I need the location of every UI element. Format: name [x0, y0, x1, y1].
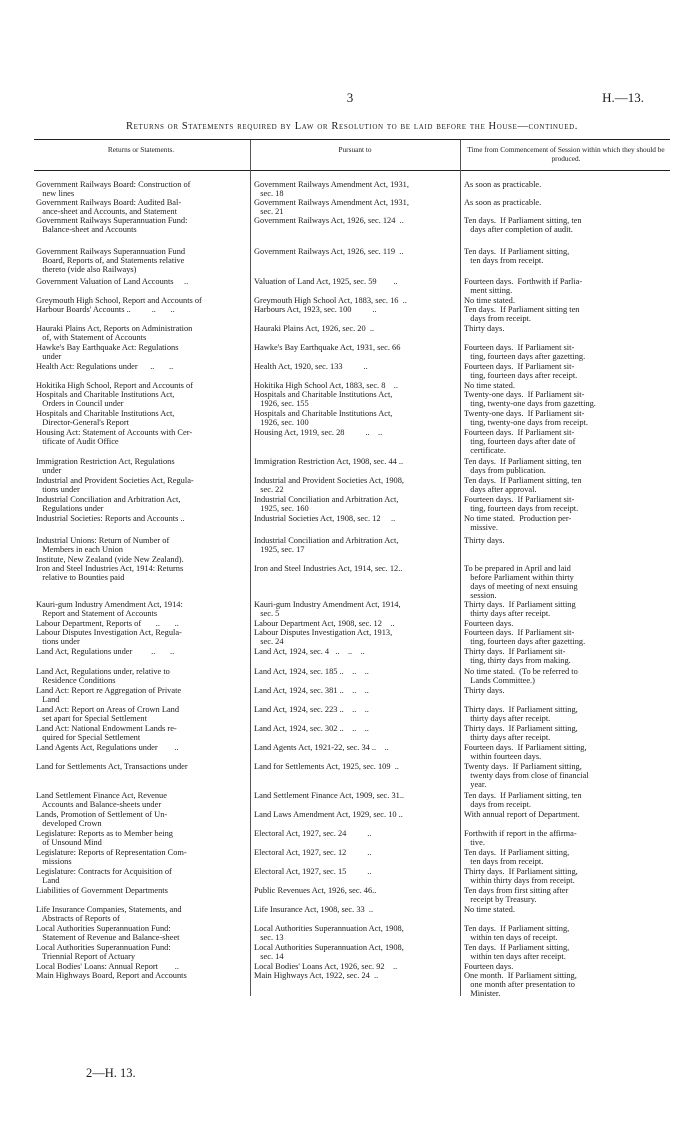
sheet-reference: 2—H. 13.: [86, 1066, 136, 1080]
cell-time: Fourteen days. If Parliament sit- ting, fourteen days after gazetting.: [464, 628, 586, 647]
cell-pursuant: Labour Department Act, 1908, sec. 12 ..: [254, 619, 395, 628]
cell-returns: Hokitika High School, Report and Accounts of: [36, 381, 194, 390]
header-bottom-rule: [34, 170, 670, 171]
cell-returns: Hospitals and Charitable Institutions Act, Director-General's Report: [36, 409, 175, 428]
cell-returns: Legislature: Contracts for Acquisition of Land: [36, 867, 172, 886]
header-top-rule: [34, 139, 670, 140]
cell-returns: Main Highways Board, Report and Accounts: [36, 971, 187, 980]
cell-time: Fourteen days. If Parliament sit- ting, fourteen days after gazetting.: [464, 343, 586, 362]
cell-pursuant: Electoral Act, 1927, sec. 12 ..: [254, 848, 372, 857]
cell-time: No time stated.: [464, 296, 515, 305]
column-header-time: Time from Commencement of Session within which they should be produced.: [467, 145, 665, 163]
cell-time: Twenty-one days. If Parliament sit- ting, twenty-one days from gazetting.: [464, 390, 596, 409]
cell-pursuant: Government Railways Amendment Act, 1931, sec. 21: [254, 198, 409, 217]
cell-pursuant: Kauri-gum Industry Amendment Act, 1914, sec. 5: [254, 600, 401, 619]
cell-pursuant: Industrial Conciliation and Arbitration Act, 1925, sec. 160: [254, 495, 399, 514]
cell-time: Ten days. If Parliament sitting, ten days from receipt.: [464, 791, 582, 810]
cell-time: Fourteen days.: [464, 962, 514, 971]
cell-pursuant: Government Railways Amendment Act, 1931, sec. 18: [254, 180, 409, 199]
cell-pursuant: Health Act, 1920, sec. 133 ..: [254, 362, 368, 371]
report-reference: H.—13.: [602, 90, 644, 105]
cell-time: Thirty days.: [464, 324, 505, 333]
cell-pursuant: Land for Settlements Act, 1925, sec. 109 ..: [254, 762, 399, 771]
cell-time: With annual report of Department.: [464, 810, 580, 819]
cell-time: No time stated. Production per- missive.: [464, 514, 572, 533]
cell-returns: Government Railways Board: Audited Bal- ance-sheet and Accounts, and Statement: [36, 198, 182, 217]
cell-pursuant: Hospitals and Charitable Institutions Act, 1926, sec. 100: [254, 409, 393, 428]
cell-pursuant: Government Railways Act, 1926, sec. 124 ..: [254, 216, 404, 225]
cell-time: No time stated.: [464, 381, 515, 390]
cell-pursuant: Iron and Steel Industries Act, 1914, sec. 12..: [254, 564, 403, 573]
cell-returns: Land Settlement Finance Act, Revenue Accounts and Balance-sheets under: [36, 791, 167, 810]
cell-returns: Government Valuation of Land Accounts ..: [36, 277, 189, 286]
cell-returns: Legislature: Reports as to Member being of Unsound Mind: [36, 829, 173, 848]
cell-returns: Government Railways Board: Construction of new lines: [36, 180, 191, 199]
cell-time: Ten days. If Parliament sitting, ten days from receipt.: [464, 247, 570, 266]
cell-pursuant: Land Settlement Finance Act, 1909, sec. 31..: [254, 791, 405, 800]
cell-time: No time stated. (To be referred to Lands Committee.): [464, 667, 578, 686]
cell-pursuant: Land Act, 1924, sec. 4 .. .. ..: [254, 647, 365, 656]
cell-pursuant: Land Act, 1924, sec. 185 .. .. ..: [254, 667, 369, 676]
cell-pursuant: Land Agents Act, 1921-22, sec. 34 .. ..: [254, 743, 389, 752]
cell-returns: Lands, Promotion of Settlement of Un- developed Crown: [36, 810, 168, 829]
cell-time: Thirty days. If Parliament sitting, thirty days after receipt.: [464, 724, 578, 743]
cell-pursuant: Industrial Societies Act, 1908, sec. 12 ..: [254, 514, 396, 523]
cell-time: No time stated.: [464, 905, 515, 914]
cell-returns: Liabilities of Government Departments: [36, 886, 168, 895]
cell-time: Twenty-one days. If Parliament sit- ting, twenty-one days from receipt.: [464, 409, 588, 428]
cell-time: Fourteen days. If Parliament sitting, within fourteen days.: [464, 743, 587, 762]
cell-time: Fourteen days. If Parliament sit- ting, fourteen days from receipt.: [464, 495, 579, 514]
cell-time: Fourteen days. If Parliament sit- ting, fourteen days after receipt.: [464, 362, 578, 381]
cell-returns: Land Agents Act, Regulations under ..: [36, 743, 179, 752]
cell-time: Fourteen days. If Parliament sit- ting, fourteen days after date of certificate.: [464, 428, 576, 456]
cell-pursuant: Land Act, 1924, sec. 381 .. .. ..: [254, 686, 369, 695]
cell-time: Thirty days.: [464, 536, 505, 545]
cell-returns: Government Railways Superannuation Fund: Balance-sheet and Accounts: [36, 216, 188, 235]
cell-time: Ten days. If Parliament sitting, within ten days of receipt.: [464, 924, 570, 943]
cell-time: To be prepared in April and laid before Parliament within thirty days of meeting of next ensuing session.: [464, 564, 578, 601]
table-title: Returns or Statements required by Law or Resolution to be laid before the House—continued.: [126, 121, 578, 132]
cell-pursuant: Hospitals and Charitable Institutions Act, 1926, sec. 155: [254, 390, 393, 409]
cell-time: Ten days. If Parliament sitting, ten days after completion of audit.: [464, 216, 582, 235]
cell-time: Fourteen days. Forthwith if Parlia- ment sitting.: [464, 277, 583, 296]
cell-returns: Housing Act: Statement of Accounts with Cer- tificate of Audit Office: [36, 428, 193, 447]
page-number: 3: [346, 90, 354, 105]
cell-pursuant: Immigration Restriction Act, 1908, sec. 44 ..: [254, 457, 404, 466]
cell-pursuant: Land Laws Amendment Act, 1929, sec. 10 ..: [254, 810, 403, 819]
cell-time: Ten days from first sitting after receipt by Treasury.: [464, 886, 569, 905]
cell-returns: Institute, New Zealand (vide New Zealand).: [36, 555, 184, 564]
cell-time: Thirty days. If Parliament sitting, thirty days after receipt.: [464, 705, 578, 724]
cell-returns: Land Act: National Endowment Lands re- quired for Special Settlement: [36, 724, 177, 743]
cell-returns: Local Authorities Superannuation Fund: Statement of Revenue and Balance-sheet: [36, 924, 180, 943]
cell-time: As soon as practicable.: [464, 198, 542, 207]
cell-returns: Labour Disputes Investigation Act, Regula- tions under: [36, 628, 182, 647]
cell-pursuant: Local Authorities Superannuation Act, 1908, sec. 13: [254, 924, 404, 943]
cell-returns: Immigration Restriction Act, Regulations under: [36, 457, 175, 476]
cell-returns: Local Bodies' Loans: Annual Report ..: [36, 962, 179, 971]
cell-time: Ten days. If Parliament sitting, ten days after approval.: [464, 476, 582, 495]
cell-pursuant: Labour Disputes Investigation Act, 1913, sec. 24: [254, 628, 393, 647]
cell-returns: Life Insurance Companies, Statements, and Abstracts of Reports of: [36, 905, 182, 924]
cell-time: Ten days. If Parliament sitting ten days from receipt.: [464, 305, 580, 324]
cell-time: One month. If Parliament sitting, one month after presentation to Minister.: [464, 971, 577, 999]
cell-pursuant: Hawke's Bay Earthquake Act, 1931, sec. 66: [254, 343, 401, 352]
column-divider-2: [460, 140, 461, 996]
cell-pursuant: Electoral Act, 1927, sec. 15 ..: [254, 867, 372, 876]
cell-pursuant: Main Highways Act, 1922, sec. 24 ..: [254, 971, 379, 980]
cell-returns: Greymouth High School, Report and Accounts of: [36, 296, 202, 305]
cell-returns: Hauraki Plains Act, Reports on Administration of, with Statement of Accounts: [36, 324, 193, 343]
cell-returns: Harbour Boards' Accounts .. .. ..: [36, 305, 175, 314]
cell-returns: Iron and Steel Industries Act, 1914: Returns relative to Bounties paid: [36, 564, 184, 583]
cell-returns: Labour Department, Reports of .. ..: [36, 619, 179, 628]
cell-returns: Industrial Societies: Reports and Accounts ..: [36, 514, 185, 523]
cell-pursuant: Life Insurance Act, 1908, sec. 33 ..: [254, 905, 374, 914]
cell-pursuant: Industrial Conciliation and Arbitration Act, 1925, sec. 17: [254, 536, 399, 555]
cell-time: As soon as practicable.: [464, 180, 542, 189]
cell-time: Thirty days. If Parliament sitting thirty days after receipt.: [464, 600, 576, 619]
cell-returns: Legislature: Reports of Representation Com- missions: [36, 848, 187, 867]
cell-pursuant: Electoral Act, 1927, sec. 24 ..: [254, 829, 372, 838]
cell-pursuant: Land Act, 1924, sec. 223 .. .. ..: [254, 705, 369, 714]
cell-returns: Industrial and Provident Societies Act, Regula- tions under: [36, 476, 194, 495]
cell-returns: Land Act: Report re Aggregation of Private Land: [36, 686, 182, 705]
cell-pursuant: Hokitika High School Act, 1883, sec. 8 ..: [254, 381, 398, 390]
cell-returns: Hawke's Bay Earthquake Act: Regulations under: [36, 343, 179, 362]
cell-time: Thirty days. If Parliament sitting, within thirty days from receipt.: [464, 867, 578, 886]
cell-pursuant: Local Authorities Superannuation Act, 1908, sec. 14: [254, 943, 404, 962]
cell-returns: Land Act: Report on Areas of Crown Land set apart for Special Settlement: [36, 705, 180, 724]
cell-returns: Government Railways Superannuation Fund Board, Reports of, and Statements relative thereto (vide also Railways): [36, 247, 186, 275]
cell-time: Forthwith if report in the affirma- tive.: [464, 829, 577, 848]
cell-pursuant: Land Act, 1924, sec. 302 .. .. ..: [254, 724, 369, 733]
cell-time: Ten days. If Parliament sitting, ten days from publication.: [464, 457, 582, 476]
cell-pursuant: Greymouth High School Act, 1883, sec. 16 ..: [254, 296, 407, 305]
cell-time: Ten days. If Parliament sitting, within ten days after receipt.: [464, 943, 570, 962]
cell-pursuant: Local Bodies' Loans Act, 1926, sec. 92 ..: [254, 962, 398, 971]
cell-returns: Land Act, Regulations under .. ..: [36, 647, 175, 656]
cell-returns: Kauri-gum Industry Amendment Act, 1914: Report and Statement of Accounts: [36, 600, 183, 619]
cell-pursuant: Housing Act, 1919, sec. 28 .. ..: [254, 428, 383, 437]
cell-returns: Industrial Unions: Return of Number of Members in each Union: [36, 536, 170, 555]
cell-pursuant: Hauraki Plains Act, 1926, sec. 20 ..: [254, 324, 375, 333]
column-divider-1: [250, 140, 251, 996]
cell-pursuant: Valuation of Land Act, 1925, sec. 59 ..: [254, 277, 398, 286]
cell-time: Fourteen days.: [464, 619, 514, 628]
cell-pursuant: Government Railways Act, 1926, sec. 119 ..: [254, 247, 404, 256]
cell-time: Thirty days.: [464, 686, 505, 695]
cell-pursuant: Industrial and Provident Societies Act, 1908, sec. 22: [254, 476, 405, 495]
cell-time: Thirty days. If Parliament sit- ting, thirty days from making.: [464, 647, 571, 666]
cell-returns: Land for Settlements Act, Transactions under: [36, 762, 188, 771]
cell-returns: Industrial Conciliation and Arbitration Act, Regulations under: [36, 495, 181, 514]
cell-pursuant: Harbours Act, 1923, sec. 100 ..: [254, 305, 377, 314]
cell-time: Ten days. If Parliament sitting, ten days from receipt.: [464, 848, 570, 867]
cell-returns: Hospitals and Charitable Institutions Act, Orders in Council under: [36, 390, 175, 409]
cell-time: Twenty days. If Parliament sitting, twenty days from close of financial year.: [464, 762, 589, 790]
column-header-pursuant: Pursuant to: [338, 145, 372, 154]
cell-returns: Health Act: Regulations under .. ..: [36, 362, 174, 371]
cell-returns: Local Authorities Superannuation Fund: Triennial Report of Actuary: [36, 943, 171, 962]
column-header-returns: Returns or Statements.: [107, 145, 175, 154]
cell-pursuant: Public Revenues Act, 1926, sec. 46..: [254, 886, 377, 895]
cell-returns: Land Act, Regulations under, relative to Residence Conditions: [36, 667, 170, 686]
